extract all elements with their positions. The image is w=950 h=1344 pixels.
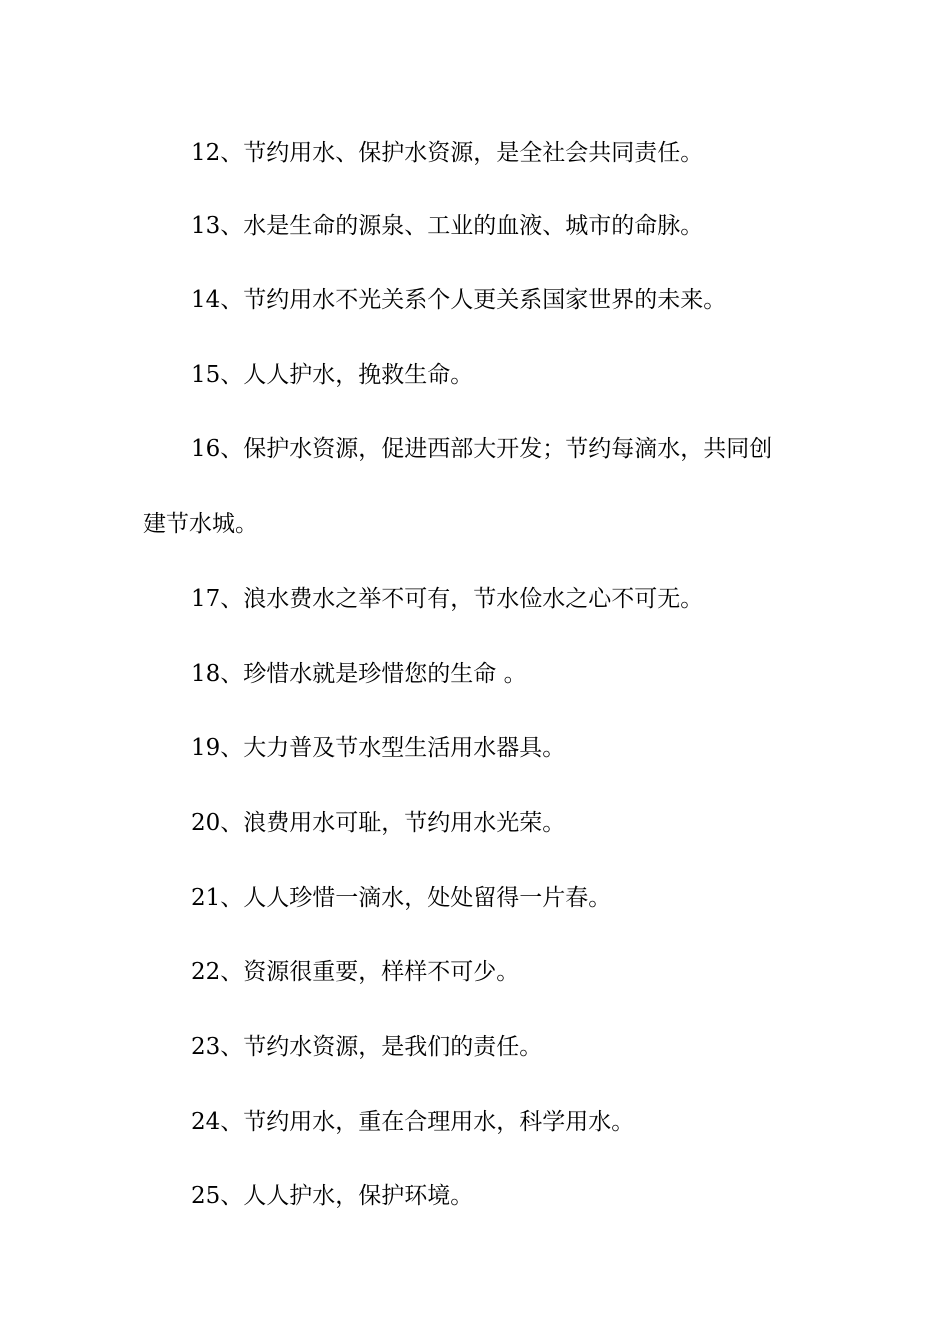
slogan-12: 12、节约用水、保护水资源，是全社会共同责任。 [191, 140, 704, 166]
slogan-13: 13、水是生命的源泉、工业的血液、城市的命脉。 [191, 213, 704, 239]
slogan-14: 14、节约用水不光关系个人更关系国家世界的未来。 [191, 287, 727, 313]
slogan-20: 20、浪费用水可耻，节约用水光荣。 [191, 810, 566, 836]
slogan-25: 25、人人护水，保护环境。 [191, 1183, 474, 1209]
slogan-16-continuation: 建节水城。 [143, 511, 258, 537]
slogan-15: 15、人人护水，挽救生命。 [191, 362, 474, 388]
slogan-19: 19、大力普及节水型生活用水器具。 [191, 735, 566, 761]
slogan-21: 21、人人珍惜一滴水，处处留得一片春。 [191, 885, 612, 911]
slogan-22: 22、资源很重要，样样不可少。 [191, 959, 520, 985]
slogan-16: 16、保护水资源，促进西部大开发；节约每滴水，共同创 [191, 436, 773, 462]
slogan-23: 23、节约水资源，是我们的责任。 [191, 1034, 543, 1060]
slogan-18: 18、珍惜水就是珍惜您的生命 。 [191, 661, 527, 687]
slogan-24: 24、节约用水，重在合理用水，科学用水。 [191, 1109, 635, 1135]
slogan-17: 17、浪水费水之举不可有，节水俭水之心不可无。 [191, 586, 704, 612]
